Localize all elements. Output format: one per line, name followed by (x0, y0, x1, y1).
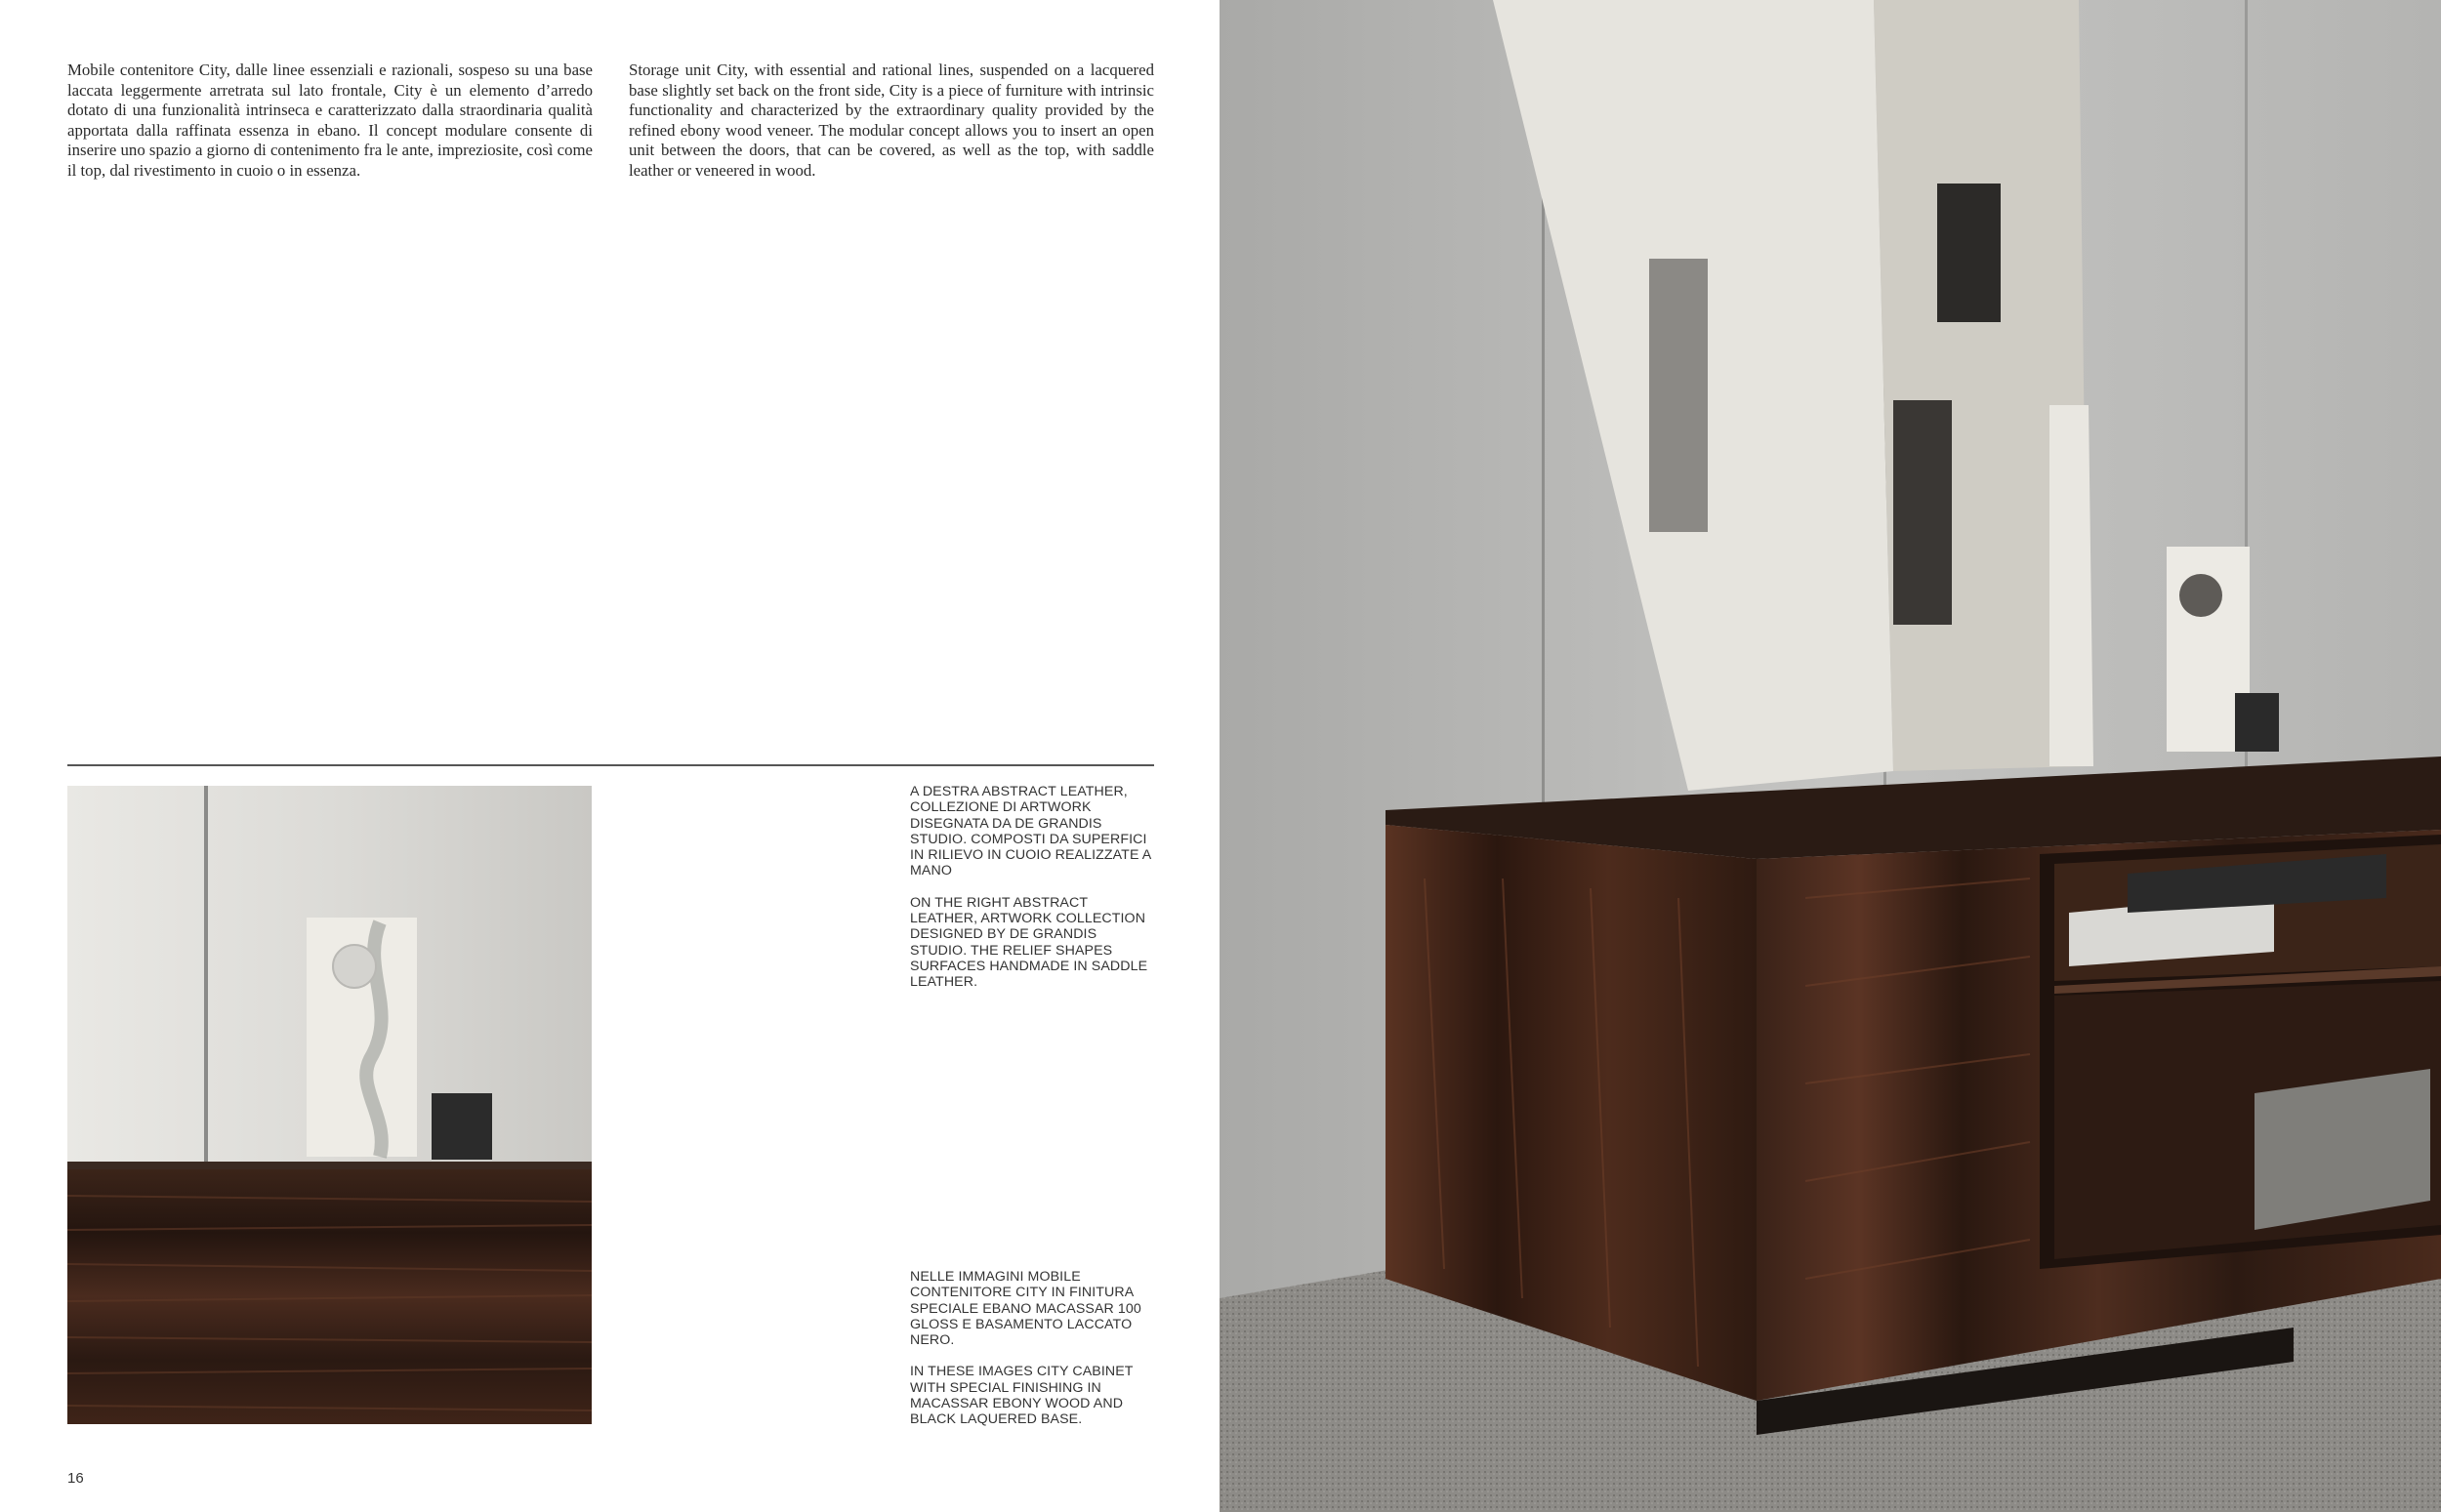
divider-rule (67, 764, 1154, 766)
cabinet-caption (910, 1269, 1154, 1444)
artwork-caption (910, 784, 1154, 1006)
page-number: 16 (67, 1470, 84, 1487)
intro-text-italian: Mobile contenitore City, dalle linee essenziali e razionali, sospeso su una base laccata leggermente arretrata sul lato frontale, City è un elemento d’arredo dotato di una funzionalità intrinseca e caratterizzato dalla straordinaria qualità apportata dalla raffinata essenza in ebano. Il concept modulare consente di inserire uno spazio a giorno di contenimento fra le ante, impreziosite, così come il top, dal rivestimento in cuoio o in essenza. (67, 61, 593, 180)
artwork-caption-english: ON THE RIGHT ABSTRACT LEATHER, ARTWORK COLLECTION DESIGNED BY DE GRANDIS STUDIO. THE RELIEF SHAPES SURFACES HANDMADE IN SADDLE LEATHER. (910, 894, 1148, 991)
cabinet-caption-english: IN THESE IMAGES CITY CABINET WITH SPECIAL FINISHING IN MACASSAR EBONY WOOD AND BLACK LAQUERED BASE. (910, 1364, 1134, 1428)
cabinet-detail-photo (67, 786, 592, 1424)
intro-text-english: Storage unit City, with essential and rational lines, suspended on a lacquered base slightly set back on the front side, City is a piece of furniture with intrinsic functionality and characterized by the extraordinary quality provided by the refined ebony wood veneer. The modular concept allows you to insert an open unit between the doors, that can be covered, as well as the top, with saddle leather or veneered in wood. (629, 61, 1154, 180)
city-cabinet-room-photo (1220, 0, 2441, 1512)
artwork-caption-italian: A DESTRA ABSTRACT LEATHER, COLLEZIONE DI ARTWORK DISEGNATA DA DE GRANDIS STUDIO. COMPOSTI DA SUPERFICI IN RILIEVO IN CUOIO REALIZZATE A MANO (910, 784, 1151, 879)
cabinet-caption-italian: NELLE IMMAGINI MOBILE CONTENITORE CITY IN FINITURA SPECIALE EBANO MACASSAR 100 GLOSS E BASAMENTO LACCATO NERO. (910, 1269, 1141, 1349)
